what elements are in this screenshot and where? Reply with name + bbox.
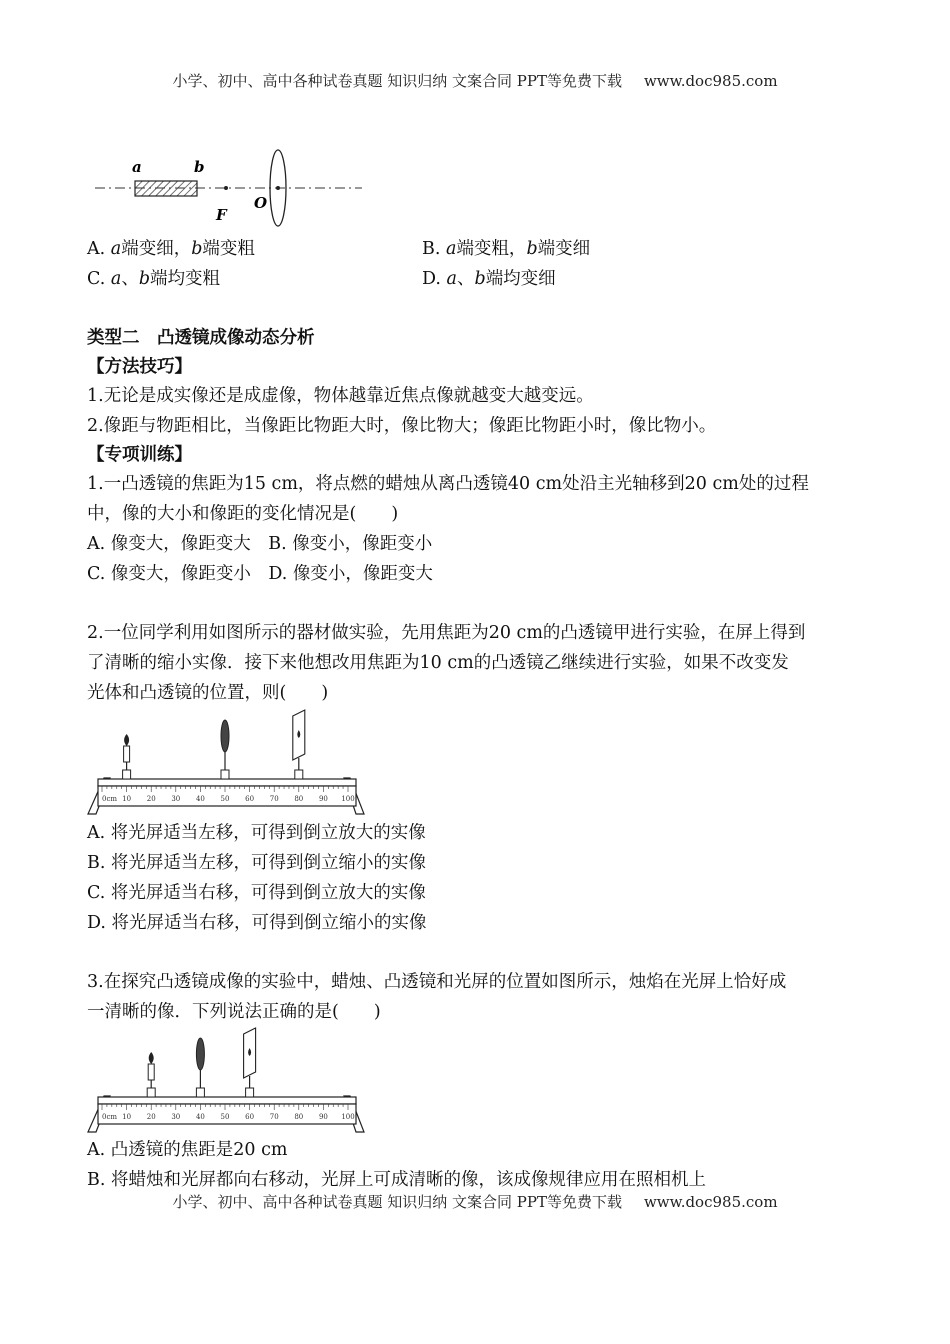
ruler-tick-label: 10 xyxy=(122,1113,132,1121)
optical-center xyxy=(276,186,280,190)
lens-on-holder xyxy=(221,720,229,779)
ruler-tick-label: 70 xyxy=(269,1113,279,1121)
footer-text: 小学、初中、高中各种试卷真题 知识归纳 文案合同 PPT等免费下载 xyxy=(172,1193,622,1211)
ruler-tick-label: 70 xyxy=(269,795,279,803)
bench-rail xyxy=(98,779,356,786)
method-title: 【方法技巧】 xyxy=(87,357,192,377)
q2-option-c: C. 将光屏适当右移，可得到倒立放大的实像 xyxy=(87,883,426,903)
q2-option-b: B. 将光屏适当左移，可得到倒立缩小的实像 xyxy=(87,853,426,873)
method-point-2: 2.像距与物距相比，当像距比物距大时，像比物大；像距比物距小时，像比物小。 xyxy=(87,416,717,436)
footer-site: www.doc985.com xyxy=(643,1193,778,1211)
q1-options-cd: C. 像变大，像距变小 D. 像变小，像距变大 xyxy=(87,564,433,584)
q2-stem-3: 光体和凸透镜的位置，则( ) xyxy=(87,683,329,703)
ruler-tick-label: 20 xyxy=(146,1113,156,1121)
q2-stem-2: 了清晰的缩小实像．接下来他想改用焦距为10 cm的凸透镜乙继续进行实验，如果不改变发 xyxy=(87,653,789,673)
ruler-tick-label: 50 xyxy=(220,795,230,803)
label-a: a xyxy=(132,158,142,176)
q3-stem-2: 一清晰的像．下列说法正确的是( ) xyxy=(87,1002,381,1022)
q3-option-a: A. 凸透镜的焦距是20 cm xyxy=(87,1140,288,1160)
rod xyxy=(135,181,197,196)
ruler-tick-label: 100 xyxy=(341,1113,355,1121)
ruler-tick-label: 60 xyxy=(245,795,255,803)
page-header xyxy=(0,70,950,91)
q1-stem-2: 中，像的大小和像距的变化情况是( ) xyxy=(87,504,399,524)
header-text: 小学、初中、高中各种试卷真题 知识归纳 文案合同 PPT等免费下载 xyxy=(172,72,622,90)
ruler-tick-label: 30 xyxy=(171,1113,181,1121)
ruler-tick-label: 80 xyxy=(294,1113,304,1121)
header-site: www.doc985.com xyxy=(643,72,778,90)
q1-stem-1: 1.一凸透镜的焦距为15 cm，将点燃的蜡烛从离凸透镜40 cm处沿主光轴移到20 cm处的过程 xyxy=(87,474,809,494)
q2-option-d: D. 将光屏适当右移，可得到倒立缩小的实像 xyxy=(87,913,427,933)
ruler-tick-label: 30 xyxy=(171,795,181,803)
ruler-unit-label: 0cm xyxy=(102,795,118,803)
prev-option-d: D. a、b端均变细 xyxy=(422,269,556,289)
lens-on-holder xyxy=(196,1038,204,1097)
ruler-tick-label: 40 xyxy=(195,1113,205,1121)
ruler-tick-label: 20 xyxy=(146,795,156,803)
light-screen xyxy=(293,710,305,779)
q2-stem-1: 2.一位同学利用如图所示的器材做实验，先用焦距为20 cm的凸透镜甲进行实验，在屏上得到 xyxy=(87,623,806,643)
prev-option-b: B. a端变粗，b端变细 xyxy=(422,239,591,259)
label-F: F xyxy=(216,206,227,224)
ruler-tick-label: 60 xyxy=(245,1113,255,1121)
ruler-tick-label: 90 xyxy=(318,1113,328,1121)
ruler-tick-label: 40 xyxy=(195,795,205,803)
page-footer xyxy=(0,1191,950,1212)
focus-point xyxy=(224,186,228,190)
convex-lens xyxy=(221,720,229,752)
figure-rod-lens xyxy=(90,148,370,234)
ruler-unit-label: 0cm xyxy=(102,1113,118,1121)
label-b: b xyxy=(194,158,205,176)
candle-flame xyxy=(124,734,129,746)
ruler-tick-label: 10 xyxy=(122,795,132,803)
q3-stem-1: 3.在探究凸透镜成像的实验中，蜡烛、凸透镜和光屏的位置如图所示，烛焰在光屏上恰好成 xyxy=(87,972,787,992)
light-screen xyxy=(244,1028,256,1097)
candle-flame xyxy=(149,1052,154,1064)
candle xyxy=(147,1052,155,1097)
section-title: 类型二 凸透镜成像动态分析 xyxy=(87,328,315,348)
ruler-tick-label: 90 xyxy=(318,795,328,803)
candle xyxy=(123,734,131,779)
optical-bench-figure-q3 xyxy=(86,1024,368,1136)
ruler-tick-label: 80 xyxy=(294,795,304,803)
q3-option-b: B. 将蜡烛和光屏都向右移动，光屏上可成清晰的像，该成像规律应用在照相机上 xyxy=(87,1170,706,1190)
q2-option-a: A. 将光屏适当左移，可得到倒立放大的实像 xyxy=(87,823,426,843)
ruler-tick-label: 100 xyxy=(341,795,355,803)
optical-bench-figure-q2 xyxy=(86,706,368,818)
method-point-1: 1.无论是成实像还是成虚像，物体越靠近焦点像就越变大越变远。 xyxy=(87,386,594,406)
prev-option-c: C. a、b端均变粗 xyxy=(87,269,221,289)
ruler-tick-label: 50 xyxy=(220,1113,230,1121)
q1-options-ab: A. 像变大，像距变大 B. 像变小，像距变小 xyxy=(87,534,433,554)
convex-lens xyxy=(196,1038,204,1070)
bench-rail xyxy=(98,1097,356,1104)
prev-option-a: A. a端变细，b端变粗 xyxy=(87,239,255,259)
practice-title: 【专项训练】 xyxy=(87,445,192,465)
label-O: O xyxy=(254,194,268,212)
